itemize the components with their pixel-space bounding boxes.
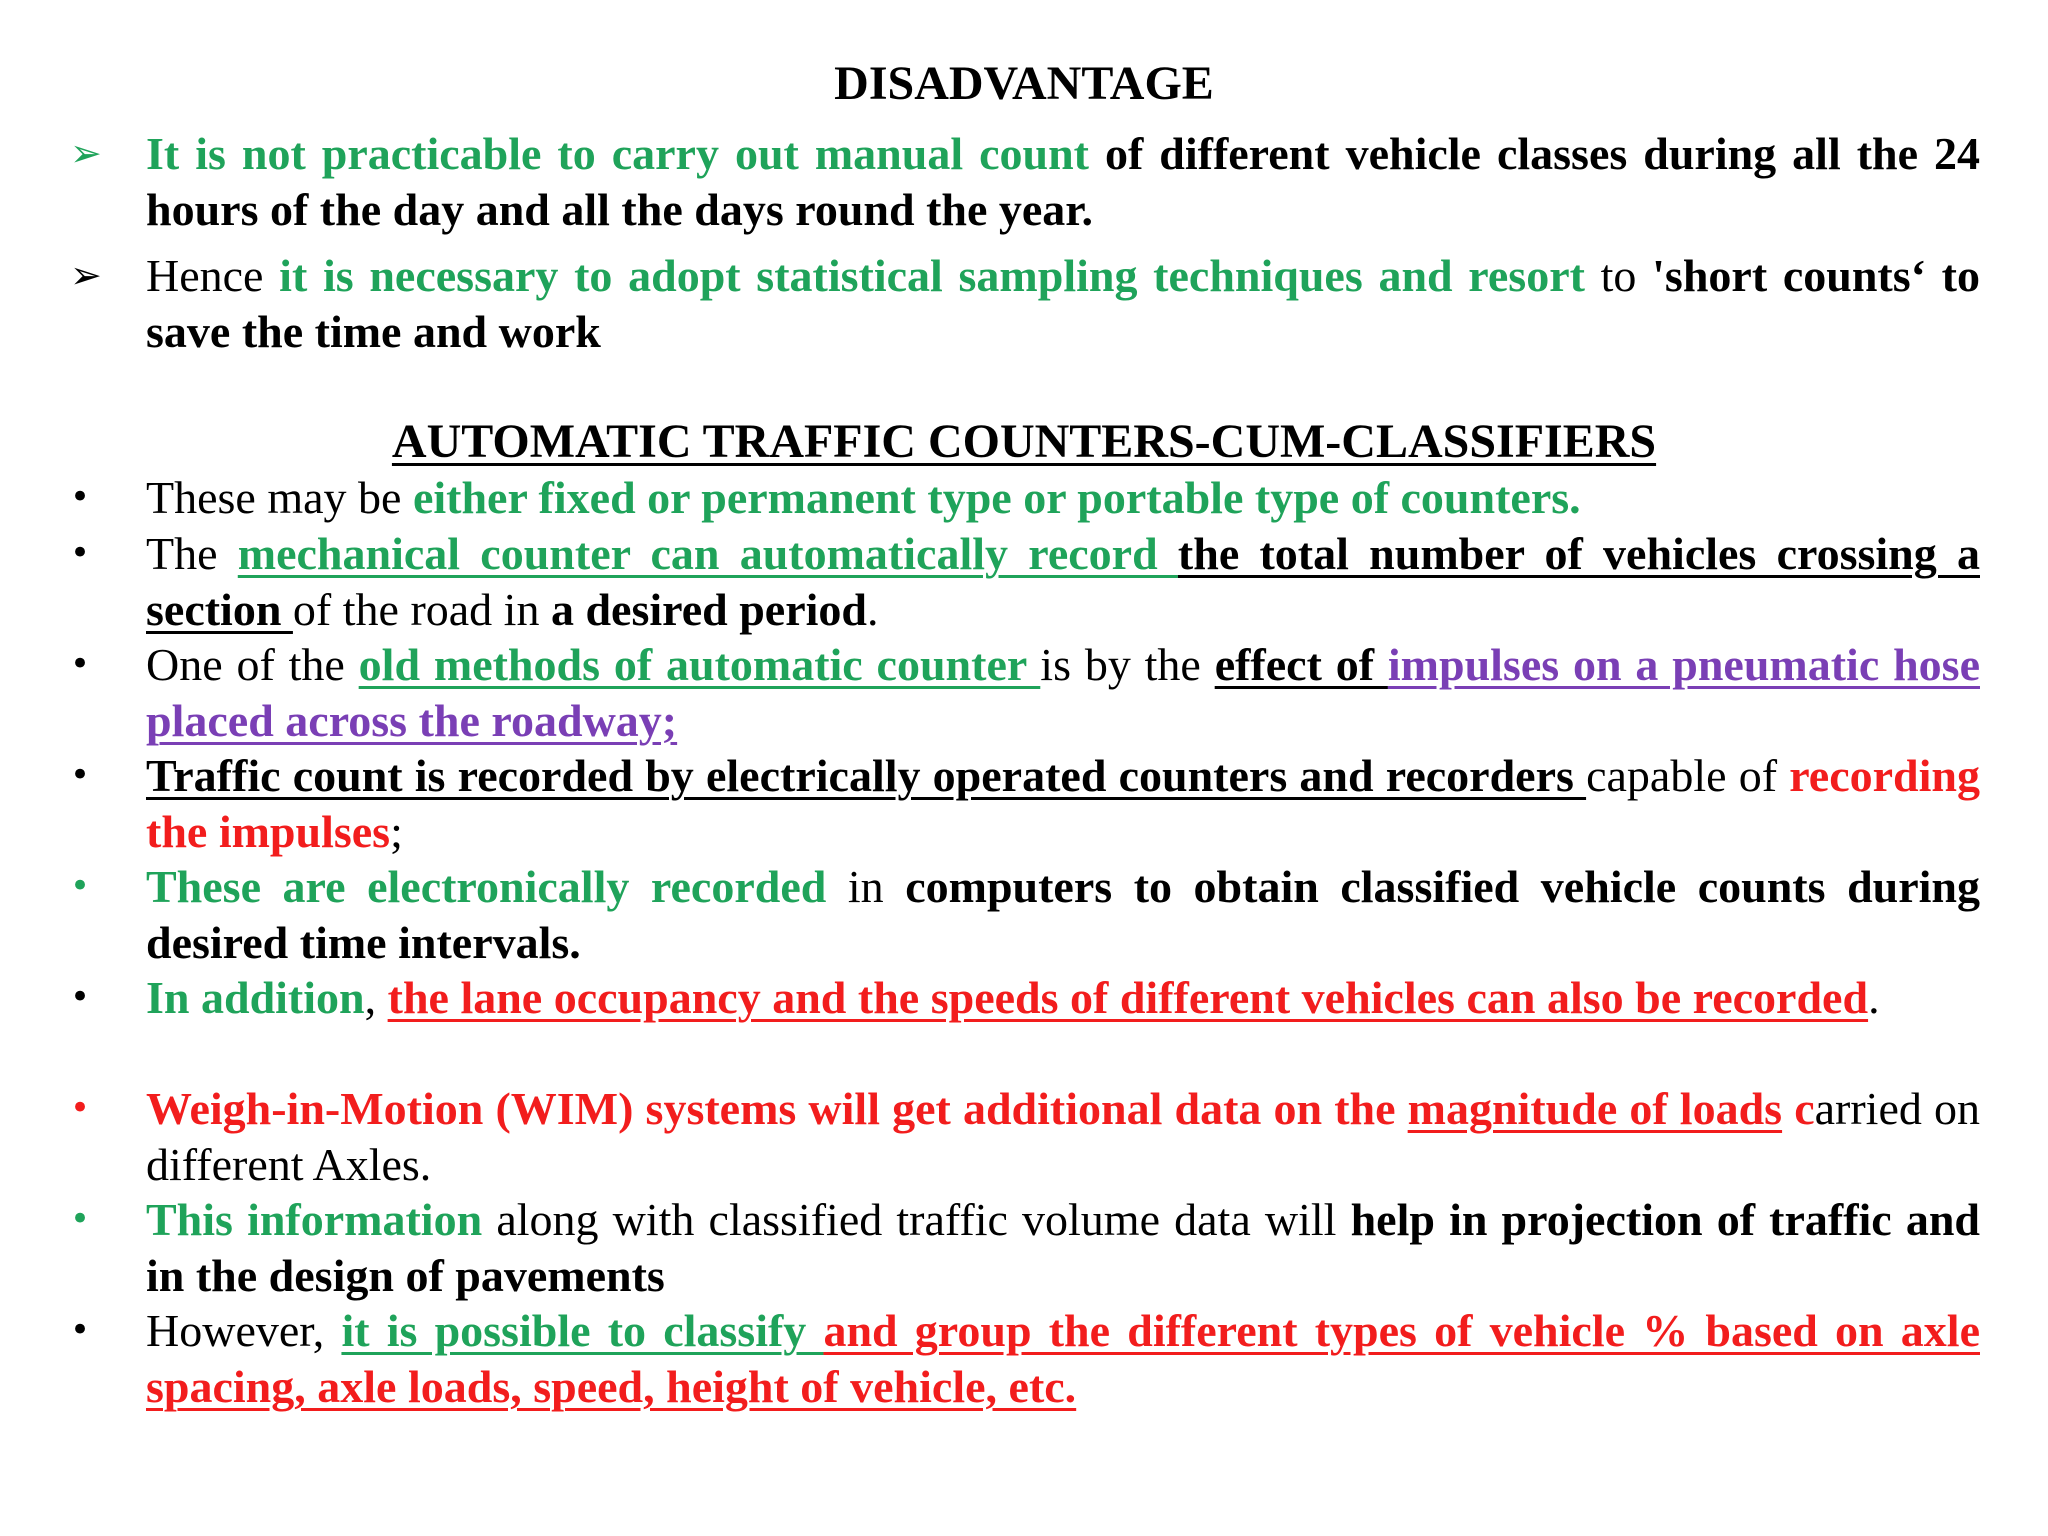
dot-bullet-text [146, 859, 1980, 970]
text-segment: The [146, 528, 238, 579]
heading-automatic-traffic-counters [0, 414, 2048, 470]
text-segment [1782, 1083, 1794, 1134]
text-segment: However, [146, 1305, 342, 1356]
text-segment: 'short counts‘ to save the time and work [146, 250, 1980, 357]
bullet-dot-icon: • [70, 533, 91, 573]
text-segment: Hence [146, 250, 280, 301]
text-segment: , [364, 972, 388, 1023]
text-segment: These are electronically recorded [146, 861, 848, 912]
text-segment: it is necessary to adopt statistical sampling techniques and resort [279, 250, 1601, 301]
text-segment: . [867, 583, 879, 635]
text-segment: These may be [146, 472, 413, 523]
text-segment: magnitude of loads [1407, 1083, 1783, 1134]
text-segment: c [1794, 1083, 1815, 1134]
text-segment: the total number of vehicles crossing a section [146, 528, 1980, 635]
bullet-dot-icon: • [70, 1310, 91, 1350]
arrow-bullet-text [146, 126, 1980, 237]
text-segment: the lane occupancy and the speeds of different vehicles can also be recorded [387, 972, 1869, 1023]
dot-bullet-text [146, 526, 1980, 637]
text-segment: computers to obtain classified vehicle counts during desired time intervals. [146, 861, 1981, 968]
bullet-dot-icon: • [70, 644, 91, 684]
dot-bullet-text [146, 748, 1980, 859]
text-segment: Weigh-in-Motion (WIM) systems will get additional data on the [146, 1083, 1408, 1134]
text-segment: is by the [1040, 639, 1215, 690]
bullet-dot-icon: • [70, 755, 91, 795]
heading-disadvantage [0, 56, 2048, 112]
text-segment: This information [146, 1194, 497, 1245]
text-segment: mechanical counter can automatically record [237, 528, 1178, 579]
text-segment: a desired period [550, 583, 868, 635]
text-segment: capable of [1586, 750, 1790, 801]
bullet-dot-icon: • [70, 1088, 91, 1128]
arrow-bullet-icon: ➢ [70, 253, 102, 297]
bullet-dot-icon: • [70, 866, 91, 906]
text-segment: of the road in [292, 583, 551, 635]
text-segment: impulses on a pneumatic hose placed across the roadway; [146, 639, 1980, 746]
text-segment: in [847, 861, 906, 912]
arrow-bullet-icon: ➢ [70, 131, 102, 175]
bullet-dot-icon: • [70, 477, 91, 517]
text-segment: to [1600, 250, 1653, 301]
text-segment: In addition [146, 972, 365, 1023]
text-segment: either fixed or permanent type or portable type of counters. [412, 472, 1581, 523]
text-segment: One of the [146, 639, 359, 690]
text-segment: recording the impulses [146, 750, 1980, 857]
text-segment: ; [390, 805, 403, 857]
text-segment: . [1868, 972, 1880, 1023]
text-segment: help in projection of traffic and in the design of pavements [146, 1194, 1980, 1301]
text-segment: arried on different Axles. [146, 1083, 1980, 1190]
heading-automatic-traffic-counters-text: AUTOMATIC TRAFFIC COUNTERS-CUM-CLASSIFIERS [391, 415, 1657, 468]
bullet-dot-icon: • [70, 1199, 91, 1239]
bullet-dot-icon: • [70, 977, 91, 1017]
text-segment: it is possible to classify [341, 1305, 824, 1356]
dot-bullet-text [146, 1192, 1980, 1303]
text-segment: effect of [1214, 639, 1388, 690]
dot-bullet-text [146, 1081, 1980, 1192]
text-segment: It is not practicable to carry out manual count [146, 128, 1105, 179]
text-segment: of different vehicle classes during all the 24 hours of the day and all the days round the year. [146, 128, 1980, 235]
text-segment: Traffic count is recorded by electrically operated counters and recorders [146, 750, 1587, 801]
dot-bullet-text [146, 637, 1980, 748]
text-segment: and group the different types of vehicle % based on axle spacing, axle loads, speed, height of vehicle, etc. [146, 1305, 1980, 1412]
arrow-bullet-text [146, 248, 1980, 359]
dot-bullet-text [146, 470, 1980, 526]
text-segment: old methods of automatic counter [358, 639, 1041, 690]
dot-bullet-text [146, 1303, 1980, 1414]
heading-disadvantage-text: DISADVANTAGE [834, 57, 1214, 110]
text-segment: along with classified traffic volume data will [496, 1194, 1351, 1245]
dot-bullet-text [146, 970, 1980, 1026]
